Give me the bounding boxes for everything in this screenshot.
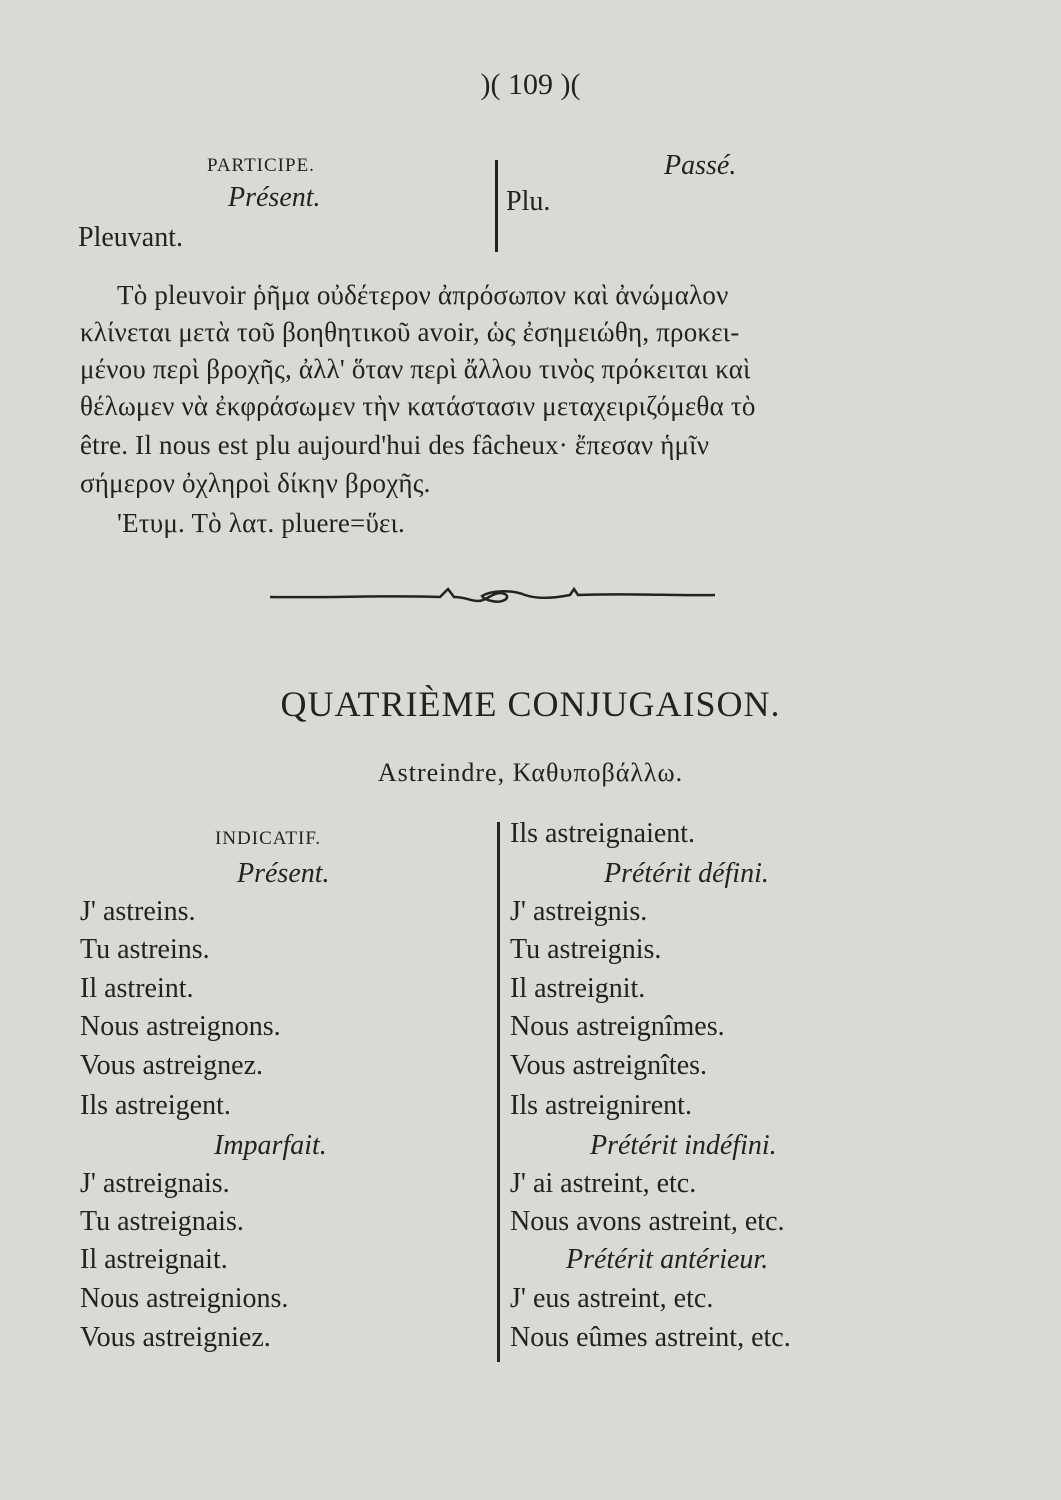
present-participle-form: Pleuvant. bbox=[78, 222, 183, 253]
conjugation-line: Il astreignit. bbox=[510, 973, 646, 1004]
present-label: Présent. bbox=[237, 858, 330, 889]
conjugation-line: J' astreignis. bbox=[510, 896, 648, 927]
column-divider bbox=[497, 822, 500, 1362]
conjugation-line: Vous astreignez. bbox=[80, 1050, 263, 1081]
verb-title: Astreindre, Καθυποβάλλω. bbox=[377, 758, 684, 787]
participle-divider bbox=[495, 160, 498, 252]
past-participle-label: Passé. bbox=[664, 150, 737, 181]
past-participle-form: Plu. bbox=[506, 186, 551, 217]
paragraph-line: κλίνεται μετὰ τοῦ βοηθητικοῦ avoir, ὡς ἐσημειώθη, προκει- bbox=[80, 317, 740, 347]
conjugation-line: J' astreins. bbox=[80, 896, 196, 927]
present-participle-label: Présent. bbox=[228, 182, 321, 213]
preterit-anterieur-label: Prétérit antérieur. bbox=[566, 1244, 769, 1275]
section-title: QUATRIÈME CONJUGAISON. bbox=[280, 684, 781, 724]
conjugation-line: Vous astreignîtes. bbox=[510, 1050, 708, 1081]
conjugation-line: Vous astreigniez. bbox=[80, 1322, 271, 1353]
conjugation-line: Tu astreignis. bbox=[510, 934, 662, 965]
conjugation-line: Nous avons astreint, etc. bbox=[510, 1206, 785, 1237]
conjugation-line: J' ai astreint, etc. bbox=[510, 1168, 697, 1199]
mood-label: INDICATIF. bbox=[215, 828, 322, 849]
conjugation-line: Ils astreigent. bbox=[80, 1090, 231, 1121]
ornament-divider bbox=[270, 585, 715, 609]
conjugation-line: Nous astreignions. bbox=[80, 1283, 289, 1314]
conjugation-line: Tu astreins. bbox=[80, 934, 210, 965]
conjugation-line: Nous astreignîmes. bbox=[510, 1011, 725, 1042]
paragraph-line: Τὸ pleuvoir ῥῆμα οὐδέτερον ἀπρόσωπον καὶ ἀνώμαλον bbox=[117, 280, 729, 310]
conjugation-line: J' eus astreint, etc. bbox=[510, 1283, 714, 1314]
conjugation-line: J' astreignais. bbox=[80, 1168, 230, 1199]
paragraph-line: être. Il nous est plu aujourd'hui des fâcheux· ἔπεσαν ἡμῖν bbox=[80, 430, 710, 460]
preterit-defini-label: Prétérit défini. bbox=[604, 858, 769, 889]
conjugation-line: Ils astreignirent. bbox=[510, 1090, 692, 1121]
paragraph-line: 'Ετυμ. Τὸ λατ. pluere=ὕει. bbox=[117, 508, 406, 538]
conjugation-line: Il astreignait. bbox=[80, 1244, 228, 1275]
conjugation-line: Ils astreignaient. bbox=[510, 818, 696, 849]
paragraph-line: μένου περὶ βροχῆς, ἀλλ' ὅταν περὶ ἄλλου τινὸς πρόκειται καὶ bbox=[80, 354, 751, 384]
paragraph-line: σήμερον ὀχληροὶ δίκην βροχῆς. bbox=[80, 468, 431, 498]
imperfect-label: Imparfait. bbox=[214, 1130, 327, 1161]
conjugation-line: Tu astreignais. bbox=[80, 1206, 244, 1237]
participle-label: PARTICIPE. bbox=[207, 155, 315, 176]
page-header: )( 109 )( bbox=[480, 68, 581, 101]
paragraph-line: θέλωμεν νὰ ἐκφράσωμεν τὴν κατάστασιν μεταχειριζόμεθα τὸ bbox=[80, 391, 756, 421]
conjugation-line: Il astreint. bbox=[80, 973, 194, 1004]
conjugation-line: Nous eûmes astreint, etc. bbox=[510, 1322, 791, 1353]
preterit-indefini-label: Prétérit indéfini. bbox=[590, 1130, 777, 1161]
conjugation-line: Nous astreignons. bbox=[80, 1011, 281, 1042]
